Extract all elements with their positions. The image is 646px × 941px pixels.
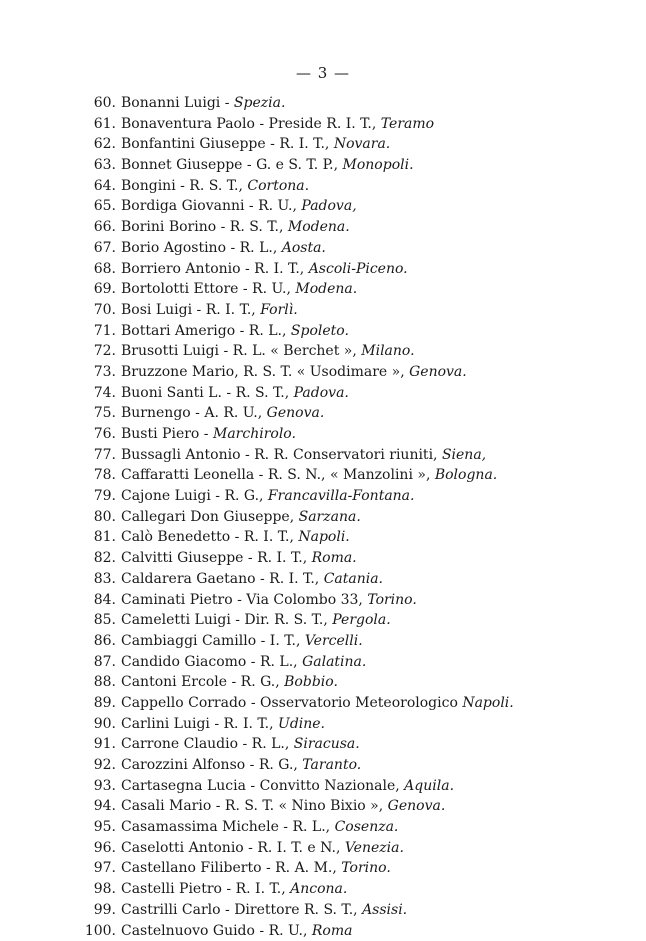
list-item xyxy=(68,279,588,300)
list-item xyxy=(68,217,588,238)
entry-text: Cameletti Luigi - Dir. R. S. T., xyxy=(121,610,332,631)
entry-number: 77. xyxy=(68,445,121,466)
list-item xyxy=(68,693,588,714)
entry-city: Genova. xyxy=(267,403,325,424)
entry-city: Genova. xyxy=(388,796,446,817)
entry-number: 78. xyxy=(68,465,121,486)
entry-number: 63. xyxy=(68,155,121,176)
list-item xyxy=(68,445,588,466)
entry-text: Cajone Luigi - R. G., xyxy=(121,486,268,507)
list-item xyxy=(68,93,588,114)
entry-city: Milano. xyxy=(361,341,414,362)
entry-number: 65. xyxy=(68,196,121,217)
entry-city: Monopoli. xyxy=(343,155,414,176)
entry-text: Candido Giacomo - R. L., xyxy=(121,652,302,673)
entry-city: Marchirolo. xyxy=(213,424,296,445)
list-item xyxy=(68,383,588,404)
entry-text: Casali Mario - R. S. T. « Nino Bixio », xyxy=(121,796,388,817)
entry-number: 81. xyxy=(68,527,121,548)
entry-city: Francavilla-Fontana. xyxy=(268,486,415,507)
entry-number: 79. xyxy=(68,486,121,507)
entry-city: Siena, xyxy=(442,445,486,466)
entry-city: Padova, xyxy=(301,196,356,217)
entry-number: 89. xyxy=(68,693,121,714)
entry-number: 66. xyxy=(68,217,121,238)
entry-text: Cambiaggi Camillo - I. T., xyxy=(121,631,305,652)
entry-city: Cosenza. xyxy=(335,817,399,838)
entry-number: 96. xyxy=(68,838,121,859)
entry-number: 68. xyxy=(68,259,121,280)
list-item xyxy=(68,259,588,280)
entry-number: 70. xyxy=(68,300,121,321)
entry-city: Venezia. xyxy=(345,838,404,859)
list-item xyxy=(68,424,588,445)
entry-number: 83. xyxy=(68,569,121,590)
entry-city: Novara. xyxy=(334,134,390,155)
entry-number: 62. xyxy=(68,134,121,155)
entry-number: 72. xyxy=(68,341,121,362)
list-item xyxy=(68,714,588,735)
entry-text: Castellano Filiberto - R. A. M., xyxy=(121,858,341,879)
entry-text: Caffaratti Leonella - R. S. N., « Manzolini », xyxy=(121,465,435,486)
entry-number: 80. xyxy=(68,507,121,528)
list-item xyxy=(68,900,588,921)
entry-number: 91. xyxy=(68,734,121,755)
list-item xyxy=(68,858,588,879)
entry-number: 88. xyxy=(68,672,121,693)
page-number: — 3 — xyxy=(0,64,646,82)
entry-list xyxy=(68,93,588,941)
entry-text: Bortolotti Ettore - R. U., xyxy=(121,279,295,300)
entry-text: Bottari Amerigo - R. L., xyxy=(121,321,291,342)
entry-text: Carozzini Alfonso - R. G., xyxy=(121,755,302,776)
entry-city: Spoleto. xyxy=(291,321,349,342)
entry-number: 75. xyxy=(68,403,121,424)
entry-text: Caminati Pietro - Via Colombo 33, xyxy=(121,590,367,611)
entry-text: Caldarera Gaetano - R. I. T., xyxy=(121,569,324,590)
entry-number: 74. xyxy=(68,383,121,404)
list-item xyxy=(68,921,588,941)
entry-number: 61. xyxy=(68,114,121,135)
entry-number: 76. xyxy=(68,424,121,445)
entry-text: Borriero Antonio - R. I. T., xyxy=(121,259,309,280)
entry-city: Modena. xyxy=(288,217,350,238)
entry-city: Napoli. xyxy=(298,527,349,548)
list-item xyxy=(68,652,588,673)
entry-number: 90. xyxy=(68,714,121,735)
list-item xyxy=(68,321,588,342)
entry-city: Pergola. xyxy=(332,610,390,631)
list-item xyxy=(68,300,588,321)
entry-number: 71. xyxy=(68,321,121,342)
list-item xyxy=(68,569,588,590)
entry-text: Castelnuovo Guido - R. U., xyxy=(121,921,312,941)
entry-city: Genova. xyxy=(409,362,467,383)
entry-city: Assisi. xyxy=(362,900,407,921)
entry-city: Sarzana. xyxy=(299,507,361,528)
entry-city: Modena. xyxy=(295,279,357,300)
entry-number: 87. xyxy=(68,652,121,673)
entry-number: 69. xyxy=(68,279,121,300)
entry-text: Bongini - R. S. T., xyxy=(121,176,247,197)
entry-number: 99. xyxy=(68,900,121,921)
entry-text: Bonanni Luigi - xyxy=(121,93,234,114)
entry-number: 93. xyxy=(68,776,121,797)
entry-text: Buoni Santi L. - R. S. T., xyxy=(121,383,294,404)
entry-text: Casamassima Michele - R. L., xyxy=(121,817,335,838)
list-item xyxy=(68,548,588,569)
list-item xyxy=(68,527,588,548)
entry-text: Burnengo - A. R. U., xyxy=(121,403,267,424)
entry-city: Aquila. xyxy=(404,776,454,797)
entry-city: Roma. xyxy=(312,548,357,569)
list-item xyxy=(68,590,588,611)
entry-text: Calò Benedetto - R. I. T., xyxy=(121,527,298,548)
list-item xyxy=(68,610,588,631)
entry-city: Cortona. xyxy=(247,176,309,197)
entry-text: Caselotti Antonio - R. I. T. e N., xyxy=(121,838,345,859)
entry-number: 97. xyxy=(68,858,121,879)
entry-number: 64. xyxy=(68,176,121,197)
list-item xyxy=(68,176,588,197)
list-item xyxy=(68,238,588,259)
entry-text: Castelli Pietro - R. I. T., xyxy=(121,879,290,900)
entry-text: Bussagli Antonio - R. R. Conservatori riuniti, xyxy=(121,445,442,466)
entry-city: Udine. xyxy=(278,714,325,735)
entry-city: Catania. xyxy=(324,569,383,590)
entry-number: 95. xyxy=(68,817,121,838)
entry-text: Bordiga Giovanni - R. U., xyxy=(121,196,301,217)
list-item xyxy=(68,196,588,217)
entry-city: Padova. xyxy=(294,383,349,404)
list-item xyxy=(68,734,588,755)
entry-city: Ancona. xyxy=(290,879,347,900)
entry-city: Teramo xyxy=(381,114,434,135)
list-item xyxy=(68,114,588,135)
entry-city: Bologna. xyxy=(435,465,497,486)
list-item xyxy=(68,403,588,424)
list-item xyxy=(68,341,588,362)
list-item xyxy=(68,755,588,776)
entry-city: Bobbio. xyxy=(284,672,338,693)
entry-city: Galatina. xyxy=(302,652,366,673)
entry-city: Aosta. xyxy=(282,238,326,259)
list-item xyxy=(68,507,588,528)
entry-city: Napoli. xyxy=(462,693,513,714)
entry-number: 73. xyxy=(68,362,121,383)
list-item xyxy=(68,776,588,797)
entry-text: Cantoni Ercole - R. G., xyxy=(121,672,284,693)
entry-city: Spezia. xyxy=(234,93,286,114)
entry-number: 60. xyxy=(68,93,121,114)
entry-city: Torino. xyxy=(341,858,391,879)
entry-number: 67. xyxy=(68,238,121,259)
list-item xyxy=(68,796,588,817)
entry-text: Busti Piero - xyxy=(121,424,213,445)
list-item xyxy=(68,879,588,900)
list-item xyxy=(68,465,588,486)
entry-text: Borini Borino - R. S. T., xyxy=(121,217,288,238)
entry-city: Siracusa. xyxy=(294,734,360,755)
entry-text: Bonaventura Paolo - Preside R. I. T., xyxy=(121,114,381,135)
entry-city: Vercelli. xyxy=(305,631,363,652)
entry-number: 84. xyxy=(68,590,121,611)
list-item xyxy=(68,362,588,383)
entry-text: Carlini Luigi - R. I. T., xyxy=(121,714,278,735)
entry-text: Bonfantini Giuseppe - R. I. T., xyxy=(121,134,334,155)
entry-number: 92. xyxy=(68,755,121,776)
entry-text: Bosi Luigi - R. I. T., xyxy=(121,300,260,321)
entry-number: 100. xyxy=(68,921,121,941)
list-item xyxy=(68,486,588,507)
entry-text: Calvitti Giuseppe - R. I. T., xyxy=(121,548,312,569)
list-item xyxy=(68,155,588,176)
entry-text: Cartasegna Lucia - Convitto Nazionale, xyxy=(121,776,404,797)
entry-number: 86. xyxy=(68,631,121,652)
entry-text: Borio Agostino - R. L., xyxy=(121,238,282,259)
entry-number: 94. xyxy=(68,796,121,817)
list-item xyxy=(68,631,588,652)
entry-text: Carrone Claudio - R. L., xyxy=(121,734,294,755)
entry-text: Bonnet Giuseppe - G. e S. T. P., xyxy=(121,155,343,176)
list-item xyxy=(68,817,588,838)
entry-text: Castrilli Carlo - Direttore R. S. T., xyxy=(121,900,362,921)
entry-number: 82. xyxy=(68,548,121,569)
entry-text: Cappello Corrado - Osservatorio Meteorologico xyxy=(121,693,462,714)
entry-text: Bruzzone Mario, R. S. T. « Usodimare », xyxy=(121,362,409,383)
list-item xyxy=(68,838,588,859)
entry-city: Taranto. xyxy=(302,755,361,776)
entry-city: Forlì. xyxy=(260,300,297,321)
entry-text: Brusotti Luigi - R. L. « Berchet », xyxy=(121,341,361,362)
entry-city: Torino. xyxy=(367,590,417,611)
entry-text: Callegari Don Giuseppe, xyxy=(121,507,299,528)
entry-city: Ascoli-Piceno. xyxy=(309,259,408,280)
list-item xyxy=(68,134,588,155)
entry-city: Roma xyxy=(312,921,353,941)
list-item xyxy=(68,672,588,693)
entry-number: 98. xyxy=(68,879,121,900)
entry-number: 85. xyxy=(68,610,121,631)
